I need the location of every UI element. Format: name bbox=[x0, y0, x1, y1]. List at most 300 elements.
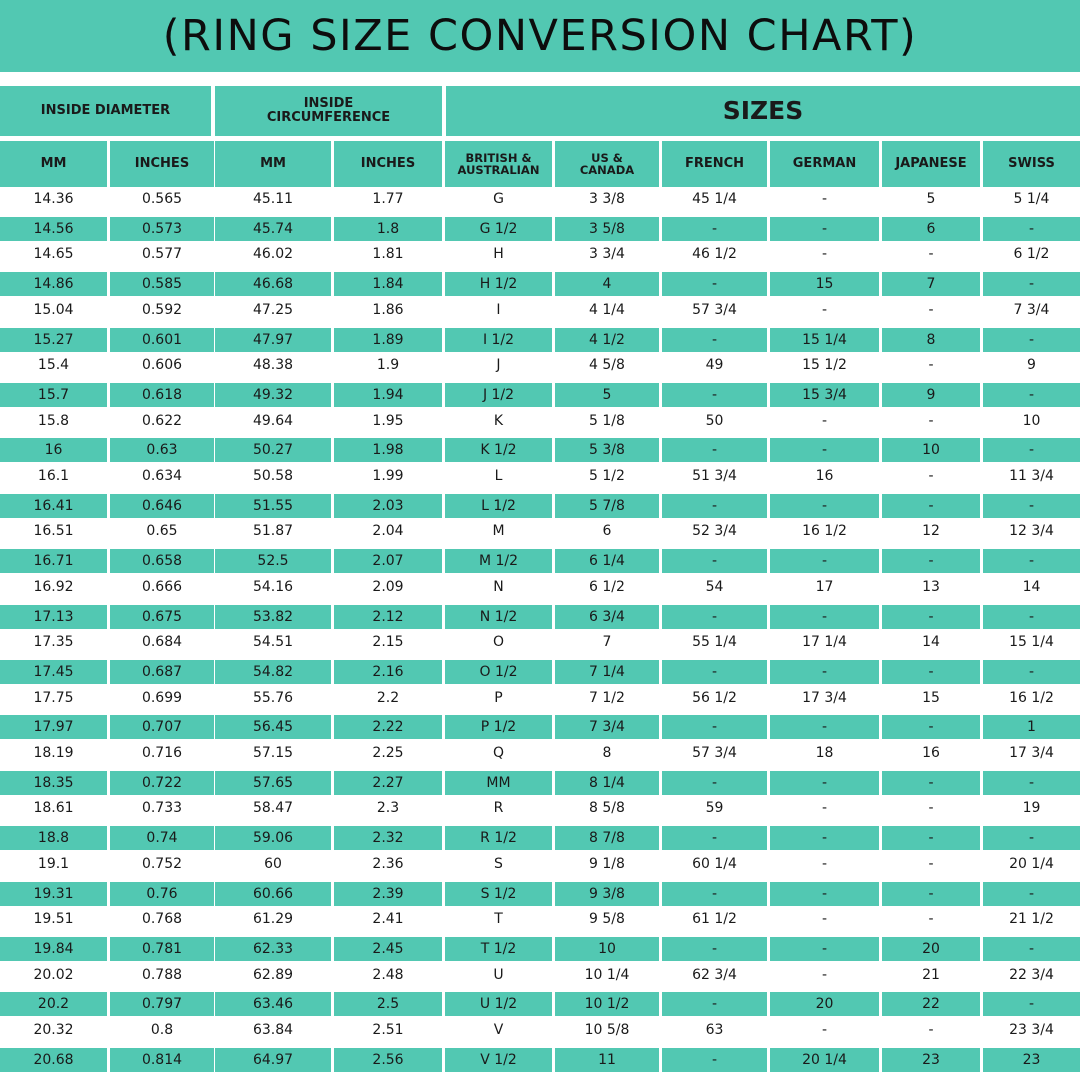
table-cell-inches-diameter: 0.814 bbox=[110, 1048, 214, 1072]
table-row bbox=[0, 907, 1080, 931]
table-cell-mm-circumference: 48.38 bbox=[252, 357, 294, 374]
table-cell-swiss: 11 3/4 bbox=[1009, 468, 1054, 484]
table-cell-swiss: - bbox=[983, 771, 1080, 795]
table-cell-us-canada: 6 1/4 bbox=[555, 549, 659, 573]
table-cell-inches-circumference: 2.03 bbox=[334, 494, 442, 518]
table-cell-german: - bbox=[770, 882, 879, 906]
table-cell-japanese: - bbox=[928, 357, 934, 374]
table-cell-inches-diameter: 0.573 bbox=[110, 217, 214, 241]
table-cell-inches-diameter: 0.606 bbox=[141, 357, 183, 374]
table-cell-british-australian: I bbox=[496, 301, 501, 318]
table-cell-us-canada: 10 bbox=[555, 937, 659, 961]
column-header-inches-diameter: INCHES bbox=[110, 141, 214, 187]
table-cell-us-canada: 5 bbox=[555, 383, 659, 407]
table-cell-inches-diameter: 0.699 bbox=[141, 689, 183, 706]
table-cell-mm-circumference: 51.55 bbox=[215, 494, 331, 518]
table-cell-german: - bbox=[770, 549, 879, 573]
table-cell-inches-diameter: 0.768 bbox=[141, 911, 183, 928]
table-cell-french: - bbox=[662, 937, 767, 961]
table-cell-french: 51 3/4 bbox=[692, 468, 737, 484]
table-cell-mm-diameter: 20.68 bbox=[0, 1048, 107, 1072]
table-cell-swiss: - bbox=[983, 882, 1080, 906]
table-cell-japanese: - bbox=[928, 855, 934, 872]
table-cell-british-australian: R 1/2 bbox=[445, 826, 552, 850]
chart-title: (RING SIZE CONVERSION CHART) bbox=[162, 11, 918, 61]
table-cell-mm-diameter: 15.27 bbox=[0, 328, 107, 352]
table-cell-inches-circumference: 2.45 bbox=[334, 937, 442, 961]
table-cell-japanese: 21 bbox=[922, 966, 940, 983]
table-cell-british-australian: S 1/2 bbox=[445, 882, 552, 906]
table-cell-german: 17 1/4 bbox=[802, 634, 847, 651]
table-cell-us-canada: 7 bbox=[602, 634, 612, 651]
table-cell-british-australian: O bbox=[492, 634, 505, 651]
table-cell-inches-diameter: 0.716 bbox=[141, 745, 183, 761]
table-cell-french: - bbox=[662, 826, 767, 850]
table-cell-swiss: 12 3/4 bbox=[1009, 523, 1054, 540]
table-cell-us-canada: 8 bbox=[602, 745, 612, 761]
table-cell-us-canada: 9 1/8 bbox=[589, 855, 625, 872]
table-row bbox=[0, 464, 1080, 488]
table-cell-mm-circumference: 49.64 bbox=[252, 412, 294, 429]
column-header-japanese: JAPANESE bbox=[882, 141, 980, 187]
table-cell-british-australian: Q bbox=[492, 745, 505, 761]
table-cell-mm-diameter: 19.1 bbox=[37, 855, 70, 872]
column-header-inches-circumference: INCHES bbox=[334, 141, 442, 187]
table-cell-inches-diameter: 0.63 bbox=[110, 438, 214, 462]
table-cell-inches-circumference: 1.9 bbox=[376, 357, 400, 374]
table-cell-inches-diameter: 0.781 bbox=[110, 937, 214, 961]
table-cell-mm-diameter: 17.45 bbox=[0, 660, 107, 684]
table-cell-swiss: 10 bbox=[1022, 412, 1041, 429]
table-cell-german: - bbox=[770, 660, 879, 684]
table-cell-mm-diameter: 16.92 bbox=[33, 578, 74, 595]
table-cell-french: - bbox=[662, 715, 767, 739]
table-row bbox=[0, 852, 1080, 876]
table-cell-british-australian: G bbox=[493, 191, 504, 207]
table-cell-inches-diameter: 0.675 bbox=[110, 605, 214, 629]
table-row bbox=[0, 963, 1080, 987]
table-cell-mm-diameter: 18.19 bbox=[33, 745, 74, 761]
table-cell-french: - bbox=[662, 882, 767, 906]
table-cell-us-canada: 4 bbox=[555, 272, 659, 296]
table-row bbox=[0, 353, 1080, 377]
table-cell-japanese: 8 bbox=[882, 328, 980, 352]
table-row bbox=[0, 660, 1080, 684]
table-cell-mm-circumference: 55.76 bbox=[252, 689, 294, 706]
table-cell-german: 16 1/2 bbox=[802, 523, 847, 540]
table-cell-inches-diameter: 0.666 bbox=[141, 578, 183, 595]
table-cell-mm-diameter: 15.4 bbox=[37, 357, 70, 374]
table-cell-japanese: 16 bbox=[922, 745, 940, 761]
table-cell-mm-diameter: 19.84 bbox=[0, 937, 107, 961]
table-row bbox=[0, 741, 1080, 765]
table-cell-inches-diameter: 0.687 bbox=[110, 660, 214, 684]
column-header-swiss: SWISS bbox=[983, 141, 1080, 187]
table-row bbox=[0, 1018, 1080, 1042]
table-row bbox=[0, 937, 1080, 961]
table-cell-inches-circumference: 2.48 bbox=[372, 966, 404, 983]
table-cell-french: 63 bbox=[705, 1022, 724, 1038]
table-cell-german: - bbox=[770, 715, 879, 739]
table-cell-french: 50 bbox=[705, 412, 724, 429]
table-cell-british-australian: L bbox=[494, 468, 503, 484]
table-cell-french: - bbox=[662, 771, 767, 795]
table-cell-inches-circumference: 1.94 bbox=[334, 383, 442, 407]
table-cell-inches-diameter: 0.658 bbox=[110, 549, 214, 573]
table-cell-british-australian: V 1/2 bbox=[445, 1048, 552, 1072]
table-cell-us-canada: 7 1/4 bbox=[555, 660, 659, 684]
table-cell-mm-circumference: 62.33 bbox=[215, 937, 331, 961]
table-cell-german: - bbox=[770, 937, 879, 961]
table-cell-japanese: - bbox=[882, 549, 980, 573]
table-cell-french: - bbox=[662, 494, 767, 518]
table-cell-inches-diameter: 0.752 bbox=[141, 855, 183, 872]
table-cell-mm-diameter: 15.7 bbox=[0, 383, 107, 407]
table-cell-inches-circumference: 2.3 bbox=[376, 800, 400, 817]
table-cell-inches-circumference: 2.51 bbox=[372, 1022, 404, 1038]
table-cell-swiss: 5 1/4 bbox=[1013, 191, 1050, 207]
table-cell-inches-circumference: 2.5 bbox=[334, 992, 442, 1016]
table-cell-inches-circumference: 1.89 bbox=[334, 328, 442, 352]
table-cell-mm-circumference: 54.16 bbox=[252, 578, 294, 595]
table-cell-japanese: - bbox=[882, 605, 980, 629]
table-cell-inches-diameter: 0.76 bbox=[110, 882, 214, 906]
column-header-mm-circumference: MM bbox=[215, 141, 331, 187]
table-cell-german: 15 bbox=[770, 272, 879, 296]
table-cell-swiss: - bbox=[983, 992, 1080, 1016]
table-cell-inches-circumference: 2.09 bbox=[372, 578, 404, 595]
table-row bbox=[0, 882, 1080, 906]
table-cell-swiss: - bbox=[983, 494, 1080, 518]
table-cell-mm-circumference: 47.97 bbox=[215, 328, 331, 352]
table-cell-british-australian: S bbox=[494, 855, 503, 872]
table-cell-mm-circumference: 63.46 bbox=[215, 992, 331, 1016]
table-cell-french: 60 1/4 bbox=[692, 855, 737, 872]
table-cell-inches-circumference: 2.36 bbox=[372, 855, 404, 872]
table-cell-swiss: 23 3/4 bbox=[1009, 1022, 1054, 1038]
table-cell-swiss: - bbox=[983, 383, 1080, 407]
table-cell-us-canada: 8 5/8 bbox=[589, 800, 625, 817]
table-row bbox=[0, 187, 1080, 211]
table-cell-british-australian: O 1/2 bbox=[445, 660, 552, 684]
table-row bbox=[0, 409, 1080, 433]
table-cell-german: - bbox=[821, 191, 828, 207]
table-cell-british-australian: I 1/2 bbox=[445, 328, 552, 352]
table-cell-german: - bbox=[821, 412, 828, 429]
table-cell-british-australian: P bbox=[494, 689, 503, 706]
table-cell-swiss: - bbox=[983, 937, 1080, 961]
table-cell-inches-circumference: 2.07 bbox=[334, 549, 442, 573]
table-cell-mm-diameter: 14.56 bbox=[0, 217, 107, 241]
table-cell-french: 59 bbox=[705, 800, 724, 817]
table-cell-inches-diameter: 0.707 bbox=[110, 715, 214, 739]
table-row bbox=[0, 605, 1080, 629]
table-cell-mm-circumference: 53.82 bbox=[215, 605, 331, 629]
table-cell-mm-circumference: 51.87 bbox=[252, 523, 294, 540]
table-cell-german: - bbox=[770, 771, 879, 795]
table-cell-japanese: - bbox=[882, 660, 980, 684]
table-cell-german: 18 bbox=[815, 745, 834, 761]
table-cell-british-australian: K bbox=[493, 412, 504, 429]
table-cell-german: 15 1/2 bbox=[802, 357, 847, 374]
table-row bbox=[0, 242, 1080, 266]
table-cell-mm-diameter: 17.97 bbox=[0, 715, 107, 739]
table-cell-french: 57 3/4 bbox=[692, 301, 737, 318]
table-cell-mm-diameter: 20.2 bbox=[0, 992, 107, 1016]
table-cell-british-australian: T 1/2 bbox=[445, 937, 552, 961]
table-cell-inches-circumference: 2.27 bbox=[334, 771, 442, 795]
table-cell-german: 16 bbox=[815, 468, 834, 484]
table-cell-french: - bbox=[662, 383, 767, 407]
table-cell-inches-diameter: 0.601 bbox=[110, 328, 214, 352]
table-cell-inches-diameter: 0.622 bbox=[141, 412, 183, 429]
table-cell-us-canada: 8 7/8 bbox=[555, 826, 659, 850]
table-cell-japanese: - bbox=[928, 412, 934, 429]
header-sizes: SIZES bbox=[446, 86, 1080, 136]
table-cell-mm-circumference: 49.32 bbox=[215, 383, 331, 407]
table-cell-us-canada: 5 1/2 bbox=[589, 468, 625, 484]
table-cell-mm-diameter: 17.75 bbox=[33, 689, 74, 706]
table-cell-british-australian: MM bbox=[445, 771, 552, 795]
table-cell-swiss: - bbox=[983, 272, 1080, 296]
table-cell-japanese: - bbox=[882, 882, 980, 906]
table-cell-french: - bbox=[662, 217, 767, 241]
table-cell-inches-circumference: 1.8 bbox=[334, 217, 442, 241]
table-cell-british-australian: H 1/2 bbox=[445, 272, 552, 296]
table-cell-british-australian: N bbox=[493, 578, 504, 595]
table-cell-french: - bbox=[662, 992, 767, 1016]
table-cell-inches-circumference: 2.39 bbox=[334, 882, 442, 906]
table-cell-mm-diameter: 14.86 bbox=[0, 272, 107, 296]
table-cell-swiss: - bbox=[983, 605, 1080, 629]
table-row bbox=[0, 383, 1080, 407]
table-cell-british-australian: P 1/2 bbox=[445, 715, 552, 739]
table-cell-french: 54 bbox=[705, 578, 724, 595]
table-cell-us-canada: 6 bbox=[602, 523, 612, 540]
table-cell-inches-diameter: 0.733 bbox=[141, 800, 183, 817]
table-row bbox=[0, 796, 1080, 820]
column-header-us-canada: US & CANADA bbox=[555, 141, 659, 187]
table-cell-mm-diameter: 16 bbox=[0, 438, 107, 462]
table-cell-mm-circumference: 46.68 bbox=[215, 272, 331, 296]
table-cell-mm-diameter: 19.51 bbox=[33, 911, 74, 928]
table-cell-french: - bbox=[662, 549, 767, 573]
table-cell-british-australian: V bbox=[493, 1022, 504, 1038]
table-cell-us-canada: 5 3/8 bbox=[555, 438, 659, 462]
table-cell-inches-circumference: 1.81 bbox=[372, 246, 404, 263]
table-cell-german: - bbox=[821, 246, 828, 263]
table-cell-inches-diameter: 0.684 bbox=[141, 634, 183, 651]
table-cell-british-australian: H bbox=[493, 246, 504, 263]
table-row bbox=[0, 715, 1080, 739]
table-row bbox=[0, 575, 1080, 599]
table-cell-inches-circumference: 2.04 bbox=[372, 523, 404, 540]
table-cell-german: 20 1/4 bbox=[770, 1048, 879, 1072]
table-cell-swiss: 19 bbox=[1022, 800, 1041, 817]
table-cell-mm-circumference: 45.74 bbox=[215, 217, 331, 241]
table-cell-inches-diameter: 0.634 bbox=[141, 468, 183, 484]
table-cell-french: - bbox=[662, 660, 767, 684]
table-cell-us-canada: 11 bbox=[555, 1048, 659, 1072]
table-cell-inches-circumference: 1.95 bbox=[372, 412, 404, 429]
table-row bbox=[0, 217, 1080, 241]
table-cell-inches-diameter: 0.788 bbox=[141, 966, 183, 983]
table-cell-british-australian: J 1/2 bbox=[445, 383, 552, 407]
table-cell-us-canada: 8 1/4 bbox=[555, 771, 659, 795]
table-cell-german: - bbox=[770, 826, 879, 850]
table-cell-mm-diameter: 19.31 bbox=[0, 882, 107, 906]
table-cell-japanese: - bbox=[928, 800, 934, 817]
table-cell-mm-circumference: 46.02 bbox=[252, 246, 294, 263]
table-cell-german: - bbox=[821, 911, 828, 928]
table-cell-mm-diameter: 18.8 bbox=[0, 826, 107, 850]
table-cell-japanese: 9 bbox=[882, 383, 980, 407]
table-cell-japanese: - bbox=[882, 494, 980, 518]
table-cell-french: 52 3/4 bbox=[692, 523, 737, 540]
table-cell-german: - bbox=[821, 855, 828, 872]
table-cell-mm-circumference: 60 bbox=[264, 855, 282, 872]
table-cell-german: 15 1/4 bbox=[770, 328, 879, 352]
table-cell-mm-diameter: 15.8 bbox=[37, 412, 70, 429]
table-cell-us-canada: 5 7/8 bbox=[555, 494, 659, 518]
table-row bbox=[0, 630, 1080, 654]
table-cell-german: - bbox=[821, 1022, 828, 1038]
column-header-british-australian: BRITISH & AUSTRALIAN bbox=[445, 141, 552, 187]
table-cell-french: - bbox=[662, 605, 767, 629]
table-cell-german: 20 bbox=[770, 992, 879, 1016]
table-row bbox=[0, 298, 1080, 322]
table-cell-british-australian: K 1/2 bbox=[445, 438, 552, 462]
table-cell-inches-circumference: 1.77 bbox=[372, 191, 404, 207]
table-cell-inches-diameter: 0.74 bbox=[110, 826, 214, 850]
table-cell-french: 62 3/4 bbox=[692, 966, 737, 983]
table-cell-japanese: 23 bbox=[882, 1048, 980, 1072]
table-cell-mm-diameter: 17.13 bbox=[0, 605, 107, 629]
table-cell-mm-circumference: 57.65 bbox=[215, 771, 331, 795]
table-cell-british-australian: U 1/2 bbox=[445, 992, 552, 1016]
table-cell-swiss: 21 1/2 bbox=[1009, 911, 1054, 928]
table-cell-mm-circumference: 61.29 bbox=[252, 911, 294, 928]
table-cell-british-australian: U bbox=[493, 966, 504, 983]
table-cell-swiss: - bbox=[983, 217, 1080, 241]
table-cell-swiss: 14 bbox=[1022, 578, 1041, 595]
table-cell-swiss: 7 3/4 bbox=[1013, 301, 1050, 318]
table-cell-swiss: 1 bbox=[983, 715, 1080, 739]
table-cell-swiss: 17 3/4 bbox=[1009, 745, 1054, 761]
table-cell-inches-diameter: 0.585 bbox=[110, 272, 214, 296]
table-cell-swiss: - bbox=[983, 549, 1080, 573]
table-cell-swiss: - bbox=[983, 328, 1080, 352]
table-cell-us-canada: 9 5/8 bbox=[589, 911, 625, 928]
column-header-french: FRENCH bbox=[662, 141, 767, 187]
table-cell-swiss: 16 1/2 bbox=[1009, 689, 1054, 706]
table-cell-french: - bbox=[662, 438, 767, 462]
table-cell-inches-circumference: 1.98 bbox=[334, 438, 442, 462]
table-cell-mm-diameter: 16.1 bbox=[37, 468, 70, 484]
table-cell-inches-diameter: 0.592 bbox=[141, 301, 183, 318]
table-row bbox=[0, 826, 1080, 850]
table-cell-german: - bbox=[770, 494, 879, 518]
table-cell-mm-diameter: 16.41 bbox=[0, 494, 107, 518]
table-cell-mm-circumference: 50.58 bbox=[252, 468, 294, 484]
table-cell-german: - bbox=[770, 438, 879, 462]
table-cell-us-canada: 10 1/4 bbox=[584, 966, 630, 983]
table-cell-swiss: 20 1/4 bbox=[1009, 855, 1054, 872]
table-cell-mm-diameter: 18.35 bbox=[0, 771, 107, 795]
table-cell-inches-diameter: 0.618 bbox=[110, 383, 214, 407]
table-cell-swiss: 22 3/4 bbox=[1009, 966, 1054, 983]
table-cell-japanese: 10 bbox=[882, 438, 980, 462]
table-cell-japanese: 20 bbox=[882, 937, 980, 961]
table-row bbox=[0, 771, 1080, 795]
table-cell-german: - bbox=[821, 800, 828, 817]
table-cell-mm-circumference: 47.25 bbox=[252, 301, 294, 318]
table-cell-japanese: 13 bbox=[922, 578, 940, 595]
title-banner bbox=[0, 0, 1080, 72]
table-cell-french: 49 bbox=[705, 357, 724, 374]
table-cell-japanese: - bbox=[928, 1022, 934, 1038]
table-cell-mm-circumference: 54.51 bbox=[252, 634, 294, 651]
table-cell-mm-diameter: 14.65 bbox=[33, 246, 74, 263]
table-cell-us-canada: 6 3/4 bbox=[555, 605, 659, 629]
table-cell-british-australian: R bbox=[493, 800, 504, 817]
table-cell-inches-circumference: 2.41 bbox=[372, 911, 404, 928]
table-cell-inches-circumference: 2.32 bbox=[334, 826, 442, 850]
table-cell-german: - bbox=[821, 966, 828, 983]
column-header-mm-diameter: MM bbox=[0, 141, 107, 187]
column-header-german: GERMAN bbox=[770, 141, 879, 187]
table-cell-mm-circumference: 64.97 bbox=[215, 1048, 331, 1072]
table-cell-german: - bbox=[821, 301, 828, 318]
header-inside-circumference: INSIDE CIRCUMFERENCE bbox=[215, 86, 442, 136]
table-cell-us-canada: 10 5/8 bbox=[584, 1022, 630, 1038]
table-cell-mm-diameter: 20.32 bbox=[33, 1022, 74, 1038]
table-cell-us-canada: 3 5/8 bbox=[555, 217, 659, 241]
table-cell-inches-diameter: 0.577 bbox=[141, 246, 183, 263]
table-cell-swiss: - bbox=[983, 826, 1080, 850]
table-cell-us-canada: 7 1/2 bbox=[589, 689, 625, 706]
table-cell-inches-diameter: 0.646 bbox=[110, 494, 214, 518]
table-cell-british-australian: J bbox=[496, 357, 501, 374]
table-cell-inches-circumference: 2.2 bbox=[376, 689, 400, 706]
table-cell-japanese: 5 bbox=[926, 191, 936, 207]
table-cell-mm-diameter: 18.61 bbox=[33, 800, 74, 817]
table-cell-inches-circumference: 2.25 bbox=[372, 745, 404, 761]
table-cell-swiss: 23 bbox=[983, 1048, 1080, 1072]
table-cell-inches-diameter: 0.65 bbox=[146, 523, 178, 540]
header-inside-diameter: INSIDE DIAMETER bbox=[0, 86, 211, 136]
table-cell-mm-circumference: 63.84 bbox=[252, 1022, 294, 1038]
table-cell-inches-diameter: 0.797 bbox=[110, 992, 214, 1016]
table-cell-british-australian: L 1/2 bbox=[445, 494, 552, 518]
table-cell-inches-circumference: 2.12 bbox=[334, 605, 442, 629]
table-cell-us-canada: 3 3/8 bbox=[589, 191, 625, 207]
table-cell-british-australian: G 1/2 bbox=[445, 217, 552, 241]
table-cell-french: 45 1/4 bbox=[692, 191, 737, 207]
table-row bbox=[0, 519, 1080, 543]
table-cell-japanese: - bbox=[928, 301, 934, 318]
table-cell-inches-diameter: 0.565 bbox=[141, 191, 183, 207]
table-cell-japanese: - bbox=[928, 911, 934, 928]
table-cell-japanese: - bbox=[928, 468, 934, 484]
table-cell-mm-circumference: 57.15 bbox=[252, 745, 294, 761]
table-cell-japanese: 22 bbox=[882, 992, 980, 1016]
table-cell-inches-circumference: 1.99 bbox=[372, 468, 404, 484]
table-cell-japanese: 12 bbox=[922, 523, 940, 540]
table-cell-mm-circumference: 54.82 bbox=[215, 660, 331, 684]
table-cell-french: - bbox=[662, 328, 767, 352]
table-cell-swiss: - bbox=[983, 660, 1080, 684]
